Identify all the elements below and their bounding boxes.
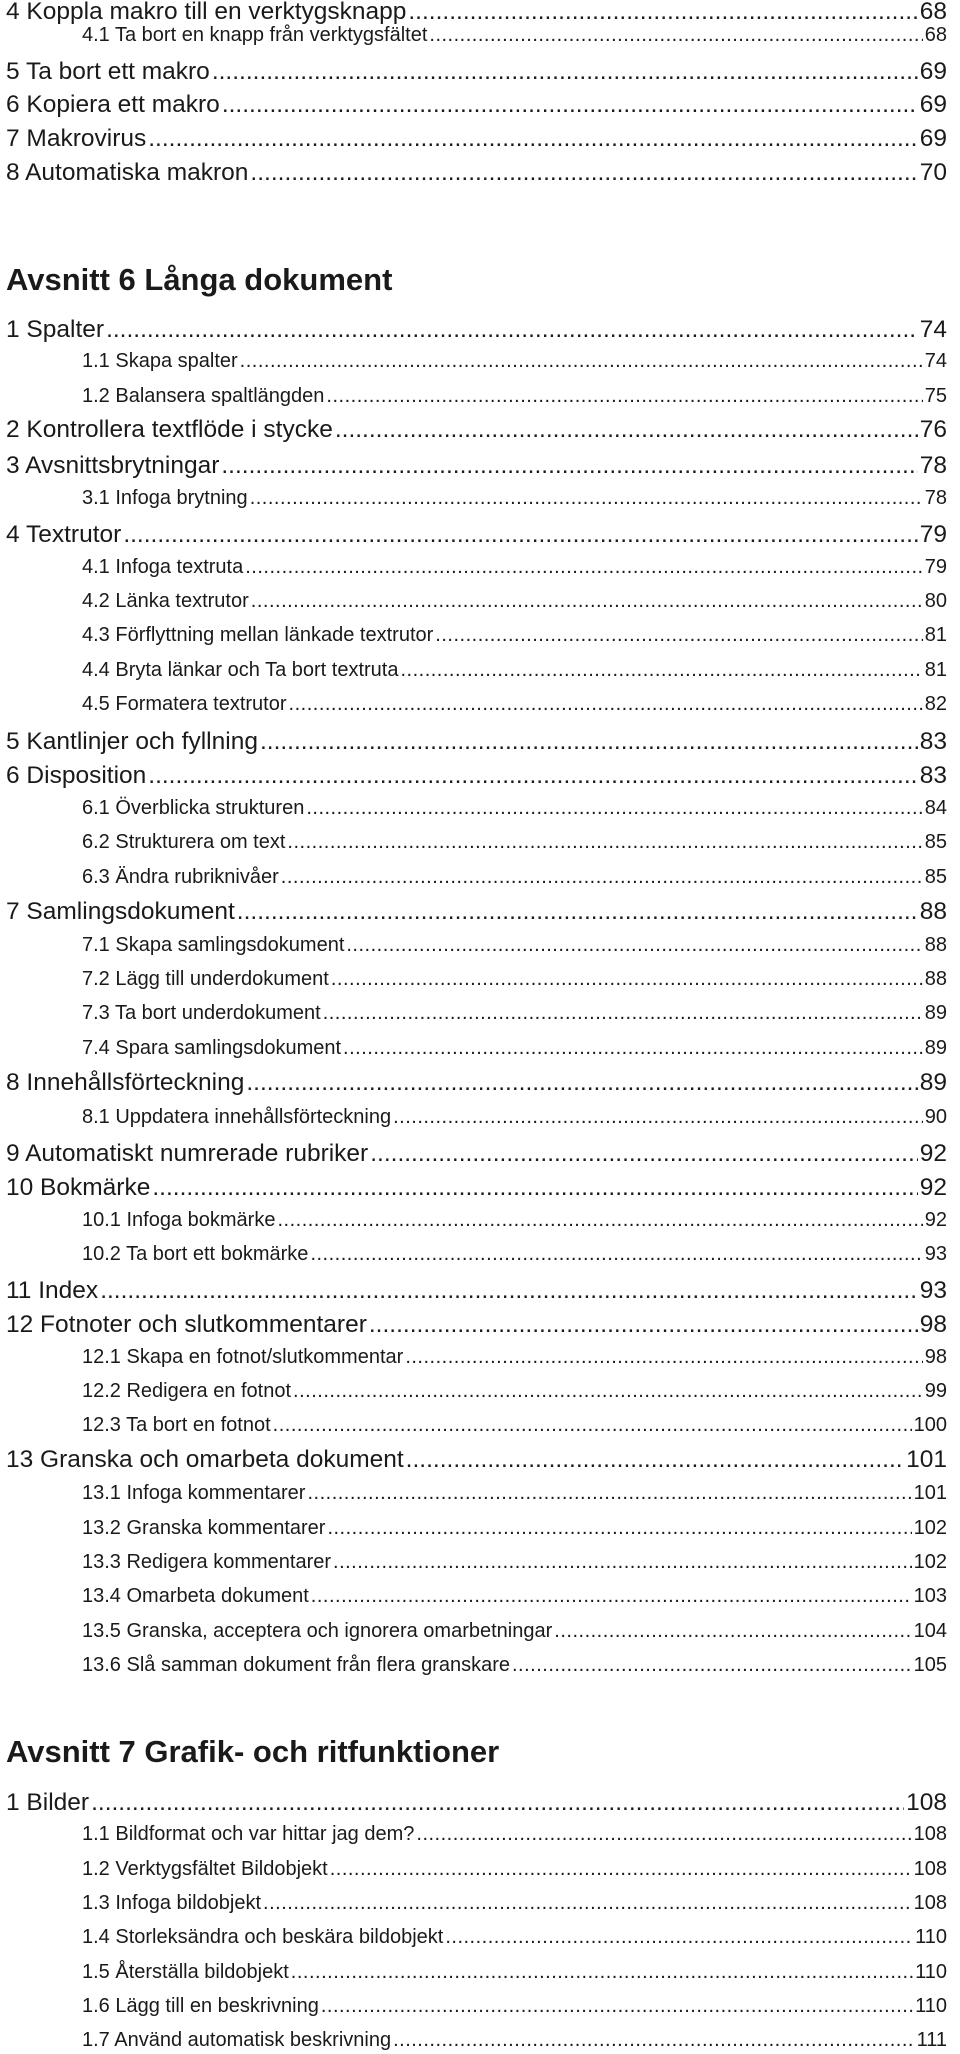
toc-page-number: 104 [913,1620,947,1642]
toc-entry[interactable] [6,762,947,790]
dot-leader [221,452,917,480]
toc-page-number: 83 [919,728,947,755]
toc-page-number: 101 [906,1446,947,1473]
dot-leader [323,1002,923,1025]
dot-leader [512,1654,912,1677]
toc-page-number: 78 [924,487,947,509]
toc-subentry[interactable] [82,659,947,682]
dot-leader [281,866,923,889]
toc-page-number: 102 [913,1551,947,1573]
toc-entry[interactable] [6,1069,947,1097]
dot-leader [148,125,918,153]
toc-page-number: 110 [915,1995,947,2017]
dot-leader [222,91,918,119]
toc-entry-title: 6 Disposition [6,762,147,789]
toc-page-number: 78 [919,452,947,479]
toc-subentry[interactable] [82,350,947,373]
toc-page-number: 103 [913,1585,947,1607]
dot-leader [291,1961,913,1984]
toc-subentry[interactable] [82,866,947,889]
toc-entry[interactable] [6,159,947,187]
toc-entry-title: 13.2 Granska kommentarer [82,1517,326,1539]
dot-leader [406,1446,904,1474]
dot-leader [306,797,922,820]
dot-leader [100,1277,918,1305]
toc-page-number: 93 [924,1243,947,1265]
toc-subentry[interactable] [82,2029,947,2052]
toc-page-number: 92 [924,1209,947,1231]
dot-leader [246,1069,917,1097]
toc-subentry[interactable] [82,693,947,716]
toc-entry-title: 1.1 Bildformat och var hittar jag dem? [82,1823,415,1845]
toc-subentry[interactable] [82,487,947,510]
toc-entry-title: 4 Koppla makro till en verktygsknapp [6,0,407,25]
toc-page-number: 68 [924,24,947,46]
toc-entry[interactable] [6,521,947,549]
toc-entry[interactable] [6,1446,947,1474]
toc-page-number: 89 [924,1037,947,1059]
dot-leader [346,934,922,957]
dot-leader [277,1209,922,1232]
toc-subentry[interactable] [82,934,947,957]
dot-leader [405,1346,922,1369]
toc-page-number: 76 [919,416,947,443]
toc-subentry[interactable] [82,1551,947,1574]
toc-subentry[interactable] [82,1517,947,1540]
dot-leader [260,728,918,756]
toc-entry[interactable] [6,58,947,86]
toc-entry-title: 2 Kontrollera textflöde i stycke [6,416,333,443]
toc-entry[interactable] [6,91,947,119]
toc-page-number: 85 [924,866,947,888]
toc-subentry[interactable] [82,1620,947,1643]
toc-entry-title: 4.4 Bryta länkar och Ta bort textruta [82,659,399,681]
toc-entry-title: 8.1 Uppdatera innehållsförteckning [82,1106,392,1128]
dot-leader [212,58,918,86]
toc-page-number: 74 [924,350,947,372]
toc-page-number: 108 [913,1892,947,1914]
dot-leader [311,1585,912,1608]
toc-entry[interactable] [6,1311,947,1339]
toc-page-number: 89 [919,1069,947,1096]
toc-page-number: 88 [924,968,947,990]
dot-leader [429,24,922,47]
toc-page-number: 83 [919,762,947,789]
toc-page-number: 100 [913,1414,947,1436]
dot-leader [333,1551,912,1574]
toc-entry-title: 7.2 Lägg till underdokument [82,968,329,990]
toc-entry[interactable] [6,1277,947,1305]
toc-entry-title: 1.3 Infoga bildobjekt [82,1892,262,1914]
dot-leader [106,316,918,344]
toc-subentry[interactable] [82,1892,947,1915]
toc-page-number: 108 [913,1823,947,1845]
dot-leader [408,0,917,26]
toc-page-number: 99 [924,1380,947,1402]
dot-leader [370,1140,918,1168]
toc-subentry[interactable] [82,1106,947,1129]
dot-leader [148,762,917,790]
toc-entry-title: 12 Fotnoter och slutkommentarer [6,1311,367,1338]
dot-leader [293,1380,923,1403]
dot-leader [245,556,923,579]
toc-subentry[interactable] [82,1002,947,1025]
toc-entry-title: 1.2 Verktygsfältet Bildobjekt [82,1858,328,1880]
dot-leader [287,831,922,854]
toc-subentry[interactable] [82,1243,947,1266]
toc-subentry[interactable] [82,831,947,854]
toc-entry-title: 12.1 Skapa en fotnot/slutkommentar [82,1346,404,1368]
toc-subentry[interactable] [82,1961,947,1984]
toc-entry-title: 4.3 Förflyttning mellan länkade textrutor [82,624,434,646]
dot-leader [240,350,923,373]
toc-subentry[interactable] [82,1823,947,1846]
toc-subentry[interactable] [82,556,947,579]
dot-leader [91,1789,904,1817]
toc-entry-title: 6.1 Överblicka strukturen [82,797,305,819]
toc-page-number: 92 [919,1140,947,1167]
toc-subentry[interactable] [82,624,947,647]
toc-page-number: 101 [913,1482,947,1504]
toc-subentry[interactable] [82,1654,947,1677]
toc-entry-title: 10.2 Ta bort ett bokmärke [82,1243,309,1265]
dot-leader [416,1823,911,1846]
toc-page-number: 75 [924,385,947,407]
toc-page-number: 74 [919,316,947,343]
toc-entry-title: 13.4 Omarbeta dokument [82,1585,309,1607]
toc-page-number: 69 [919,125,947,152]
toc-page-number: 93 [919,1277,947,1304]
toc-entry-title: 10 Bokmärke [6,1174,151,1201]
toc-page-number: 79 [924,556,947,578]
toc-entry[interactable] [6,1140,947,1168]
toc-subentry[interactable] [82,1858,947,1881]
toc-subentry[interactable] [82,1037,947,1060]
toc-entry-title: 6.3 Ändra rubriknivåer [82,866,279,888]
toc-page-number: 110 [915,1961,947,1983]
toc-page-number: 111 [916,2029,947,2051]
toc-entry-title: 4.1 Ta bort en knapp från verktygsfältet [82,24,428,46]
toc-subentry[interactable] [82,385,947,408]
toc-subentry[interactable] [82,1209,947,1232]
toc-subentry[interactable] [82,590,947,613]
dot-leader [326,385,922,408]
toc-page-number: 81 [924,624,947,646]
toc-entry-title: 1 Bilder [6,1789,90,1816]
toc-entry-title: 13.6 Slå samman dokument från flera granskare [82,1654,510,1676]
toc-subentry[interactable] [82,1995,947,2018]
dot-leader [321,1995,913,2018]
toc-entry[interactable] [6,728,947,756]
toc-page-number: 80 [924,590,947,612]
toc-entry-title: 4.5 Formatera textrutor [82,693,287,715]
dot-leader [369,1311,918,1339]
toc-subentry[interactable] [82,1346,947,1369]
dot-leader [400,659,922,682]
dot-leader [123,521,917,549]
toc-entry-title: 12.2 Redigera en fotnot [82,1380,292,1402]
dot-leader [307,1482,911,1505]
toc-subentry[interactable] [82,968,947,991]
toc-entry-title: 7.1 Skapa samlingsdokument [82,934,345,956]
dot-leader [330,1858,912,1881]
dot-leader [435,624,922,647]
toc-entry-title: 11 Index [6,1277,99,1304]
dot-leader [343,1037,923,1060]
toc-entry-title: 13.3 Redigera kommentarer [82,1551,332,1573]
dot-leader [327,1517,911,1540]
toc-subentry[interactable] [82,1585,947,1608]
toc-entry-title: 3.1 Infoga brytning [82,487,248,509]
dot-leader [554,1620,911,1643]
toc-page-number: 105 [913,1654,947,1676]
toc-page-number: 108 [913,1858,947,1880]
toc-subentry[interactable] [82,1482,947,1505]
dot-leader [393,1106,923,1129]
dot-leader [331,968,923,991]
dot-leader [273,1414,912,1437]
toc-entry-title: 4 Textrutor [6,521,122,548]
dot-leader [393,2029,915,2052]
toc-entry[interactable] [6,1789,947,1817]
toc-entry-title: 6.2 Strukturera om text [82,831,286,853]
toc-subentry[interactable] [82,1380,947,1403]
toc-entry-title: 8 Automatiska makron [6,159,249,186]
toc-entry-title: 7.4 Spara samlingsdokument [82,1037,342,1059]
dot-leader [335,416,918,444]
toc-page-number: 85 [924,831,947,853]
dot-leader [250,159,917,187]
toc-entry-title: 13.5 Granska, acceptera och ignorera omarbetningar [82,1620,553,1642]
toc-page-number: 88 [919,898,947,925]
toc-entry-title: 1.2 Balansera spaltlängden [82,385,325,407]
dot-leader [445,1926,913,1949]
dot-leader [237,898,918,926]
toc-entry-title: 12.3 Ta bort en fotnot [82,1414,271,1436]
toc-entry-title: 1.6 Lägg till en beskrivning [82,1995,319,2017]
toc-entry[interactable] [6,416,947,444]
toc-entry-title: 1.7 Använd automatisk beskrivning [82,2029,392,2051]
toc-entry-title: 1.5 Återställa bildobjekt [82,1961,289,1983]
toc-subentry[interactable] [82,1926,947,1949]
toc-page-number: 69 [919,91,947,118]
toc-page-number: 88 [924,934,947,956]
toc-subentry[interactable] [82,797,947,820]
toc-entry[interactable] [6,316,947,344]
dot-leader [263,1892,912,1915]
toc-entry-title: 1.1 Skapa spalter [82,350,238,372]
toc-page-number: 82 [924,693,947,715]
toc-entry[interactable] [6,125,947,153]
toc-page-number: 89 [924,1002,947,1024]
toc-page-number: 102 [913,1517,947,1539]
toc-entry-title: 13.1 Infoga kommentarer [82,1482,306,1504]
toc-entry-title: 13 Granska och omarbeta dokument [6,1446,404,1473]
toc-page-number: 90 [924,1106,947,1128]
toc-page-number: 98 [924,1346,947,1368]
toc-page-number: 84 [924,797,947,819]
toc-page-number: 110 [915,1926,947,1948]
dot-leader [251,590,923,613]
toc-page-number: 70 [919,159,947,186]
section-heading: Avsnitt 7 Grafik- och ritfunktioner [6,1734,500,1769]
toc-subentry[interactable] [82,1414,947,1437]
toc-page-number: 79 [919,521,947,548]
toc-entry-title: 7 Makrovirus [6,125,147,152]
toc-entry-title: 7.3 Ta bort underdokument [82,1002,321,1024]
dot-leader [250,487,923,510]
toc-entry-title: 4.2 Länka textrutor [82,590,249,612]
toc-page-number: 98 [919,1311,947,1338]
toc-page-number: 68 [919,0,947,25]
toc-entry-title: 9 Automatiskt numrerade rubriker [6,1140,369,1167]
toc-page-number: 81 [924,659,947,681]
toc-page-number: 92 [919,1174,947,1201]
dot-leader [152,1174,917,1202]
toc-entry[interactable] [6,0,947,26]
toc-subentry[interactable] [82,24,947,47]
toc-entry-title: 7 Samlingsdokument [6,898,235,925]
toc-entry-title: 8 Innehållsförteckning [6,1069,245,1096]
toc-page-number: 69 [919,58,947,85]
toc-entry-title: 1 Spalter [6,316,105,343]
toc-entry-title: 3 Avsnittsbrytningar [6,452,220,479]
toc-entry[interactable] [6,1174,947,1202]
toc-entry-title: 5 Ta bort ett makro [6,58,210,85]
toc-entry-title: 4.1 Infoga textruta [82,556,244,578]
toc-entry-title: 1.4 Storleksändra och beskära bildobjekt [82,1926,444,1948]
dot-leader [289,693,923,716]
toc-entry[interactable] [6,452,947,480]
dot-leader [310,1243,922,1266]
toc-entry[interactable] [6,898,947,926]
section-heading: Avsnitt 6 Långa dokument [6,262,393,297]
toc-entry-title: 5 Kantlinjer och fyllning [6,728,258,755]
toc-page-number: 108 [906,1789,947,1816]
toc-entry-title: 10.1 Infoga bokmärke [82,1209,276,1231]
toc-entry-title: 6 Kopiera ett makro [6,91,220,118]
